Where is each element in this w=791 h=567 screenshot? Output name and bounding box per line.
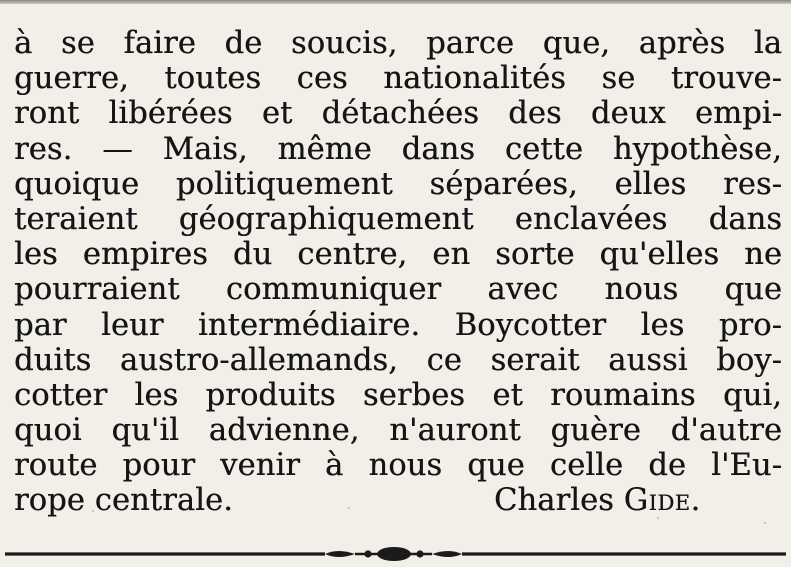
closing-text: rope centrale. <box>14 483 233 519</box>
text-line-9: par leur intermédiaire. Boycotter les pro- <box>14 307 782 343</box>
text-line-1: à se faire de soucis, parce que, après la <box>14 26 782 61</box>
paper-speck <box>92 510 94 512</box>
author-first-name: Charles <box>494 483 614 519</box>
text-line-12: quoi qu'il advienne, n'auront guère d'autre <box>14 413 782 449</box>
top-rule <box>0 0 791 4</box>
signature-period: . <box>690 483 701 519</box>
article-column <box>14 26 782 519</box>
author-signature <box>494 483 700 518</box>
text-line-11: cotter les produits serbes et roumains qui, <box>14 377 782 413</box>
text-line-2: guerre, toutes ces nationalités se trouve- <box>14 61 782 97</box>
text-line-4: res. — Mais, même dans cette hypothèse, <box>14 131 782 167</box>
text-line-5: quoique politiquement séparées, elles res- <box>14 166 782 202</box>
author-surname: Gide <box>623 483 691 519</box>
text-line-14 <box>14 483 782 518</box>
paper-speck <box>348 507 350 509</box>
ornamental-divider <box>5 546 786 562</box>
text-line-8: pourraient communiquer avec nous que <box>14 272 782 308</box>
text-line-10: duits austro-allemands, ce serait aussi boy- <box>14 342 782 378</box>
text-line-3: ront libérées et détachées des deux empi- <box>14 96 782 132</box>
text-line-6: teraient géographiquement enclavées dans <box>14 201 782 237</box>
paper-speck <box>764 522 766 524</box>
text-line-13: route pour venir à nous que celle de l'Eu- <box>14 448 782 484</box>
text-line-7: les empires du centre, en sorte qu'elles ne <box>14 237 782 273</box>
paper-speck <box>657 517 659 519</box>
